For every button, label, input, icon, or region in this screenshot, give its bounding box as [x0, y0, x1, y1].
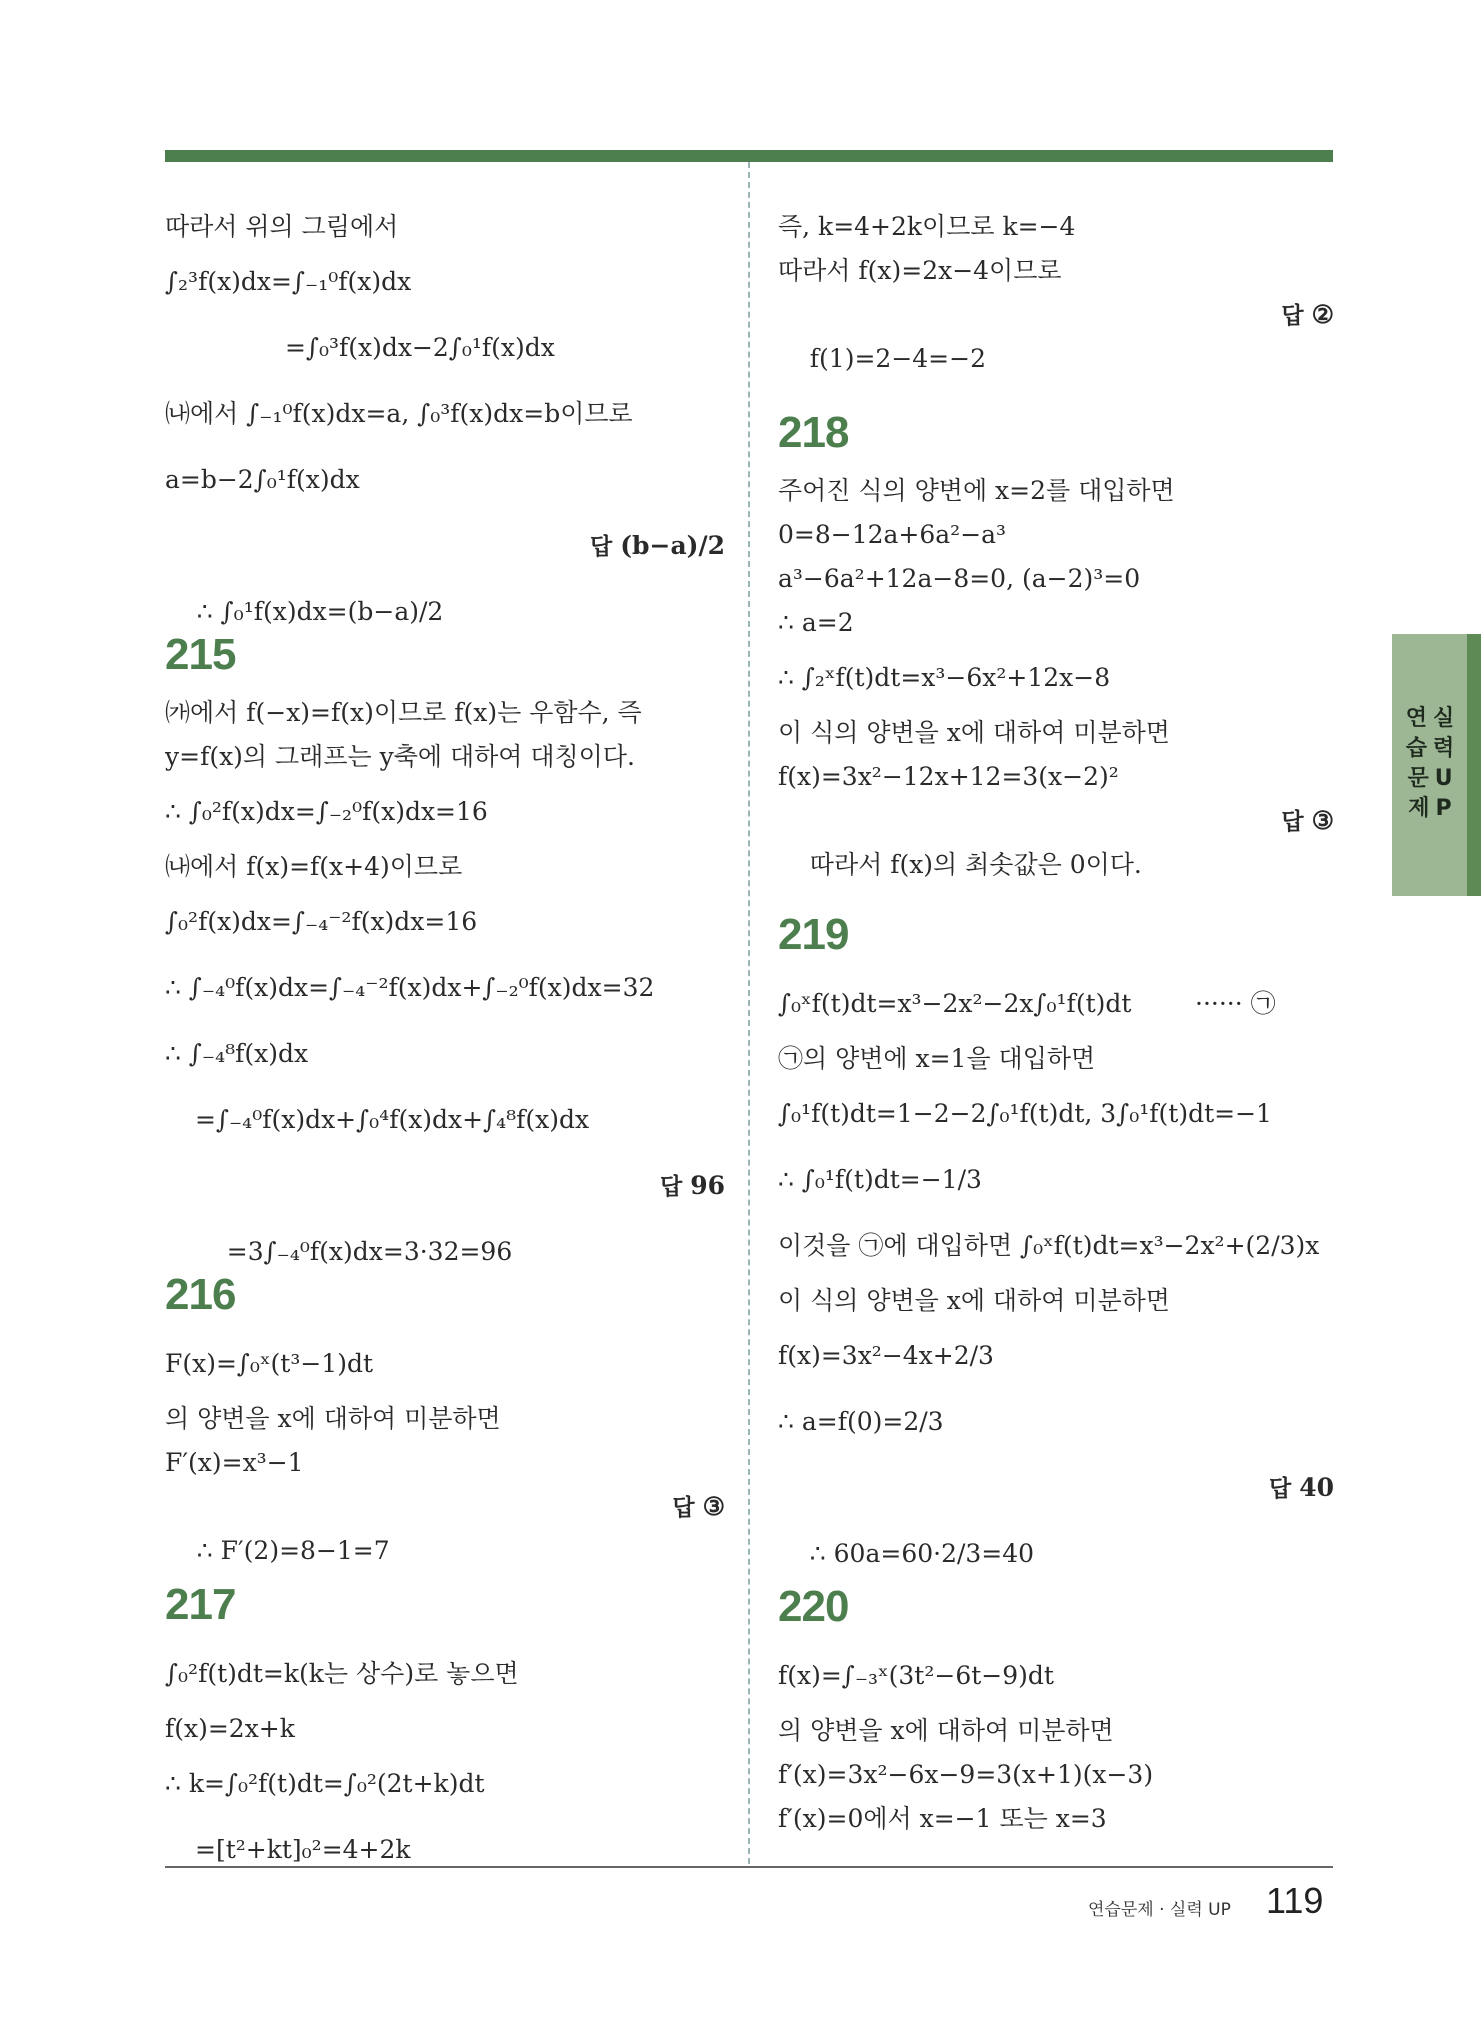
answer-value: 40 — [1299, 1473, 1334, 1502]
answer-mark — [672, 1485, 725, 1530]
math-line: ∫₀ˣf(t)dt=x³−2x²−2x∫₀¹f(t)dt ······ ㉠ — [778, 989, 1276, 1018]
math-line: ∴ ∫₂ˣf(t)dt=x³−6x²+12x−8 — [778, 663, 1111, 692]
problem-number: 220 — [778, 1582, 849, 1631]
math-line: f(x)=2x+k — [165, 1714, 295, 1743]
text-line: ㉠의 양변에 x=1을 대입하면 — [778, 1044, 1096, 1073]
page-number: 119 — [1266, 1880, 1324, 1921]
math-line: F(x)=∫₀ˣ(t³−1)dt — [165, 1349, 374, 1378]
math-line: ∴ a=2 — [778, 608, 854, 637]
problem-number: 215 — [165, 630, 236, 679]
answer-mark — [660, 1153, 725, 1220]
math-line: ∴ k=∫₀²f(t)dt=∫₀²(2t+k)dt — [165, 1769, 485, 1798]
top-accent-bar — [165, 150, 1333, 162]
math-line: ∴ ∫₀²f(x)dx=∫₋₂⁰f(x)dx=16 — [165, 797, 488, 826]
math-text: ∴ 60a=60·2/3=40 — [809, 1539, 1035, 1568]
math-line — [165, 1485, 725, 1565]
section-tab-row: 연실 — [1405, 706, 1461, 731]
math-line: ∫₂³f(x)dx=∫₋₁⁰f(x)dx — [165, 267, 412, 296]
math-text: ∴ ∫₀¹f(x)dx=(b−a)/2 — [196, 597, 444, 626]
text-line: 의 양변을 x에 대하여 미분하면 — [778, 1716, 1114, 1745]
text-line: 따라서 f(x)=2x−4이므로 — [778, 256, 1062, 285]
math-line: 이것을 ㉠에 대입하면 ∫₀ˣf(t)dt=x³−2x²+(2/3)x — [778, 1231, 1320, 1260]
left-column — [165, 205, 725, 1883]
problem-number: 219 — [778, 910, 849, 959]
right-column — [778, 205, 1334, 1841]
section-tab-row: 습력 — [1405, 736, 1461, 761]
math-line: ∴ ∫₋₄⁰f(x)dx=∫₋₄⁻²f(x)dx+∫₋₂⁰f(x)dx=32 — [165, 973, 655, 1002]
answer-value: (b−a)/2 — [620, 531, 725, 560]
text-line: 이 식의 양변을 x에 대하여 미분하면 — [778, 718, 1170, 747]
answer-mark — [1281, 293, 1334, 338]
math-line: f(x)=3x²−12x+12=3(x−2)² — [778, 762, 1119, 791]
math-line: ∴ ∫₀¹f(t)dt=−1/3 — [778, 1165, 982, 1194]
column-divider — [748, 162, 750, 1864]
math-text: f(1)=2−4=−2 — [809, 344, 986, 373]
answer-label: 답 — [1268, 1476, 1292, 1502]
answer-value: ③ — [702, 1492, 725, 1521]
math-line: f(x)=∫₋₃ˣ(3t²−6t−9)dt — [778, 1661, 1054, 1690]
math-text: =3∫₋₄⁰f(x)dx=3·32=96 — [226, 1237, 513, 1266]
text-line: ㈏에서 f(x)=f(x+4)이므로 — [165, 852, 463, 881]
math-line: =[t²+kt]₀²=4+2k — [195, 1835, 411, 1864]
math-line: f′(x)=3x²−6x−9=3(x+1)(x−3) — [778, 1760, 1154, 1789]
problem-number: 216 — [165, 1270, 236, 1319]
math-line: ∫₀²f(t)dt=k(k는 상수)로 놓으면 — [165, 1659, 519, 1688]
answer-mark — [590, 513, 725, 580]
text-line: 의 양변을 x에 대하여 미분하면 — [165, 1404, 501, 1433]
footer-rule — [165, 1866, 1333, 1868]
problem-number: 217 — [165, 1580, 236, 1629]
math-line: F′(x)=x³−1 — [165, 1448, 304, 1477]
math-line: a=b−2∫₀¹f(x)dx — [165, 465, 360, 494]
text-line: y=f(x)의 그래프는 y축에 대하여 대칭이다. — [165, 742, 635, 771]
math-line: =∫₋₄⁰f(x)dx+∫₀⁴f(x)dx+∫₄⁸f(x)dx — [195, 1105, 590, 1134]
text-line: 주어진 식의 양변에 x=2를 대입하면 — [778, 476, 1175, 505]
section-tab-label — [1402, 704, 1464, 824]
math-text: ∴ F′(2)=8−1=7 — [196, 1536, 390, 1565]
math-line: f′(x)=0에서 x=−1 또는 x=3 — [778, 1804, 1107, 1833]
math-line: ㈏에서 ∫₋₁⁰f(x)dx=a, ∫₀³f(x)dx=b이므로 — [165, 399, 633, 428]
math-line — [778, 1455, 1334, 1568]
math-line: ∫₀²f(x)dx=∫₋₄⁻²f(x)dx=16 — [165, 907, 478, 936]
answer-mark — [1269, 1455, 1334, 1522]
text-line: ㈎에서 f(−x)=f(x)이므로 f(x)는 우함수, 즉 — [165, 698, 642, 727]
answer-mark — [1281, 799, 1334, 844]
problem-number: 218 — [778, 408, 849, 457]
math-line — [778, 293, 1334, 373]
math-line: ∫₀¹f(t)dt=1−2−2∫₀¹f(t)dt, 3∫₀¹f(t)dt=−1 — [778, 1099, 1272, 1128]
text-line: 이 식의 양변을 x에 대하여 미분하면 — [778, 1286, 1170, 1315]
math-line: ∴ a=f(0)=2/3 — [778, 1407, 944, 1436]
text-line — [778, 799, 1334, 879]
math-text: 따라서 f(x)의 최솟값은 0이다. — [809, 850, 1142, 879]
footer-section-label: 연습문제 · 실력 UP — [1088, 1900, 1231, 1920]
math-line — [165, 1153, 725, 1266]
math-line — [165, 513, 725, 626]
answer-value: ② — [1311, 300, 1334, 329]
answer-value: ③ — [1311, 806, 1334, 835]
answer-label: 답 — [659, 1174, 683, 1200]
answer-label: 답 — [672, 1495, 695, 1521]
answer-label: 답 — [1281, 303, 1304, 329]
answer-label: 답 — [589, 534, 613, 560]
text-line: 따라서 위의 그림에서 — [165, 212, 399, 241]
math-line: f(x)=3x²−4x+2/3 — [778, 1341, 994, 1370]
answer-label: 답 — [1281, 809, 1304, 835]
section-tab — [1392, 634, 1481, 896]
math-line: 즉, k=4+2k이므로 k=−4 — [778, 212, 1076, 241]
section-tab-row: 문U — [1407, 766, 1459, 791]
section-tab-row: 제P — [1408, 796, 1458, 821]
answer-value: 96 — [690, 1171, 725, 1200]
math-line: =∫₀³f(x)dx−2∫₀¹f(x)dx — [285, 333, 555, 362]
math-line: 0=8−12a+6a²−a³ — [778, 520, 1007, 549]
math-line: a³−6a²+12a−8=0, (a−2)³=0 — [778, 564, 1141, 593]
math-line: ∴ ∫₋₄⁸f(x)dx — [165, 1039, 309, 1068]
